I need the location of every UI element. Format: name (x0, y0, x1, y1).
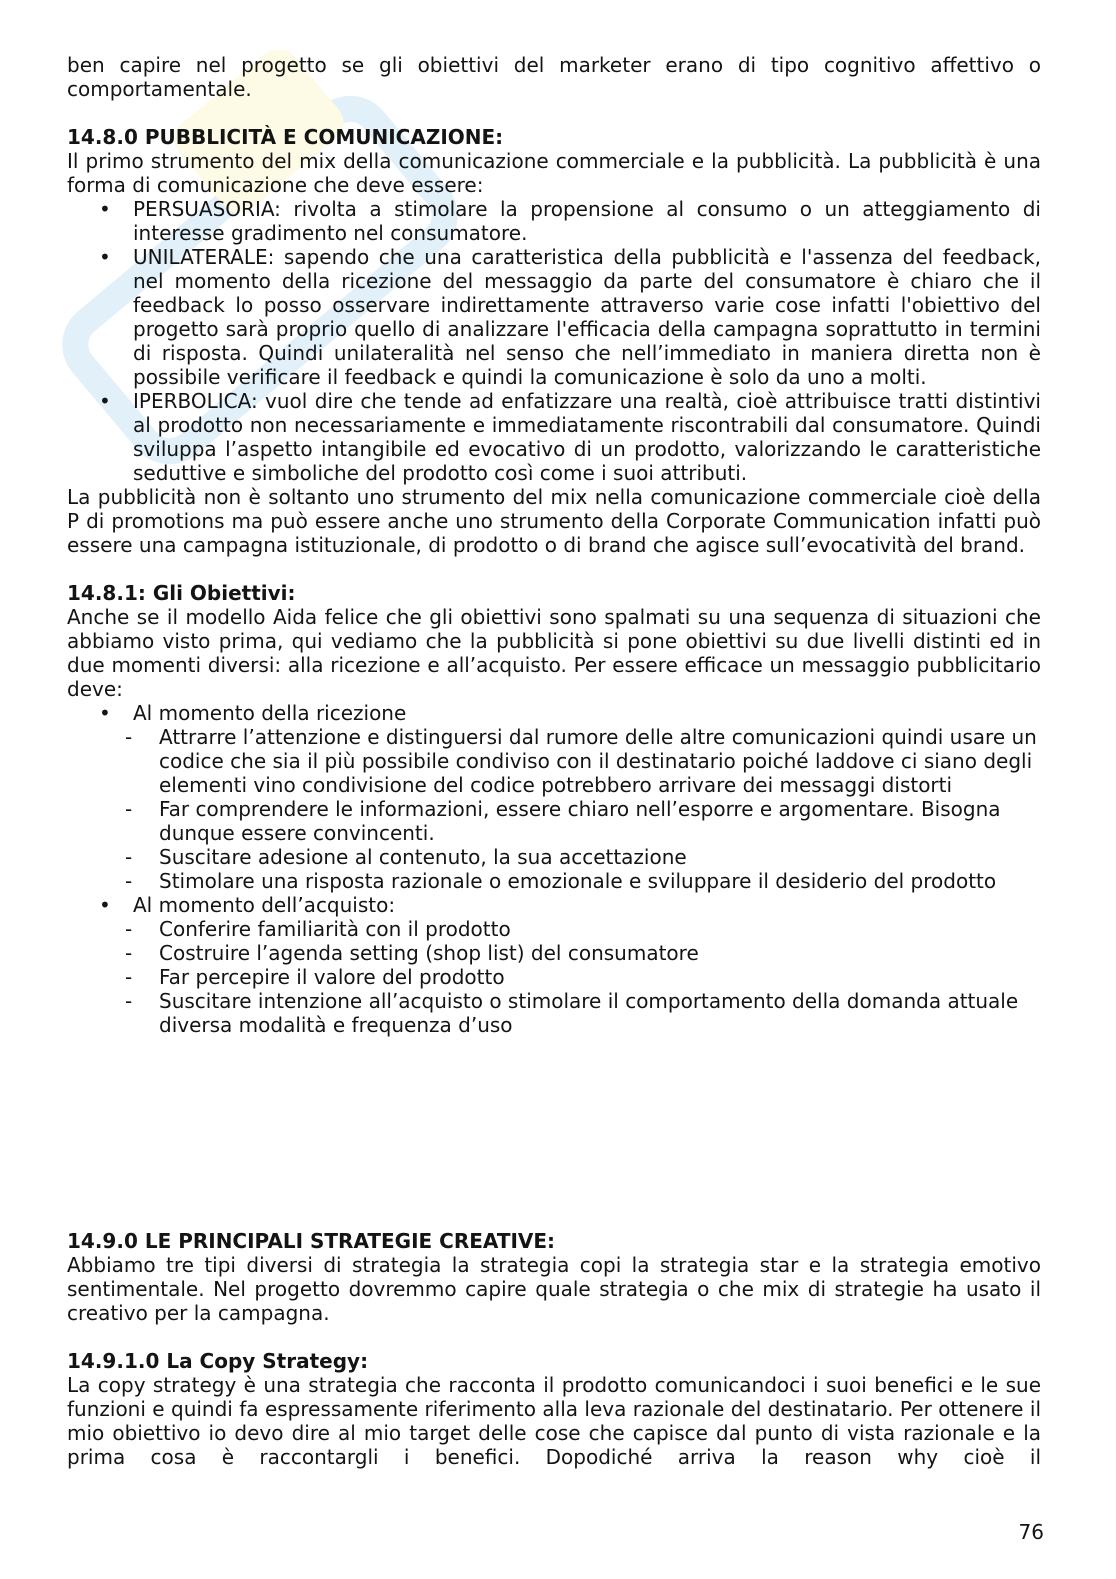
paragraph: La copy strategy è una strategia che racconta il prodotto comunicandoci i suoi benefici e le sue funzioni e quindi fa espressamente riferimento alla leva razionale del destinatario. Per ottenere il mio obiettivo io devo dire al mio target delle cose che capisce dal punto di vista razionale e la prima cosa è raccontargli i benefici. Dopodiché arriva la reason why cioè il (67, 1373, 1041, 1469)
list-item: • UNILATERALE: sapendo che una caratteristica della pubblicità e l'assenza del feedback, nel momento della ricezione del messaggio da parte del consumatore è chiaro che il feedback lo posso osservare indirettamente attraverso varie cose infatti l'obiettivo del progetto sarà proprio quello di analizzare l'efficacia della campagna soprattutto in termini di risposta. Quindi unilateralità nel senso che nell’immediato in maniera diretta non è possibile verificare il feedback e quindi la comunicazione è solo da uno a molti. (133, 245, 1041, 389)
list-item: - Suscitare adesione al contenuto, la sua accettazione (159, 845, 1041, 869)
section-title-pubblicita: 14.8.0 PUBBLICITÀ E COMUNICAZIONE: (67, 125, 504, 149)
list-item: - Conferire familiarità con il prodotto (159, 917, 1041, 941)
section-title-strategie: 14.9.0 LE PRINCIPALI STRATEGIE CREATIVE: (67, 1229, 556, 1253)
paragraph: Anche se il modello Aida felice che gli obiettivi sono spalmati su una sequenza di situazioni che abbiamo visto prima, qui vediamo che la pubblicità si pone obiettivi su due livelli distinti ed in due momenti diversi: alla ricezione e all’acquisto. Per essere efficace un messaggio pubblicitario deve: (67, 605, 1041, 701)
list-item-label: Al momento della ricezione (133, 701, 407, 725)
page-number: 76 (1018, 1520, 1044, 1544)
list-item: - Stimolare una risposta razionale o emozionale e sviluppare il desiderio del prodotto (159, 869, 1041, 893)
list-item: - Suscitare intenzione all’acquisto o stimolare il comportamento della domanda attuale diversa modalità e frequenza d’uso (159, 989, 1041, 1037)
list-item: - Far comprendere le informazioni, essere chiaro nell’esporre e argomentare. Bisogna dunque essere convincenti. (159, 797, 1041, 845)
section-title-obiettivi: 14.8.1: Gli Obiettivi: (67, 581, 296, 605)
paragraph: Abbiamo tre tipi diversi di strategia la strategia copi la strategia star e la strategia emotivo sentimentale. Nel progetto dovremmo capire quale strategia o che mix di strategie ha usato il creativo per la campagna. (67, 1253, 1041, 1325)
dash-list (133, 917, 1041, 1037)
list-item-label: Al momento dell’acquisto: (133, 893, 396, 917)
paragraph: Il primo strumento del mix della comunicazione commerciale e la pubblicità. La pubblicità è una forma di comunicazione che deve essere: (67, 149, 1041, 197)
list-item: - Costruire l’agenda setting (shop list) del consumatore (159, 941, 1041, 965)
list-item (133, 701, 1041, 893)
intro-paragraph: ben capire nel progetto se gli obiettivi del marketer erano di tipo cognitivo affettivo o comportamentale. (67, 53, 1041, 101)
list-item: • IPERBOLICA: vuol dire che tende ad enfatizzare una realtà, cioè attribuisce tratti distintivi al prodotto non necessariamente e immediatamente riscontrabili dal consumatore. Quindi sviluppa l’aspetto intangibile ed evocativo di un prodotto, valorizzando le caratteristiche seduttive e simboliche del prodotto così come i suoi attributi. (133, 389, 1041, 485)
paragraph: La pubblicità non è soltanto uno strumento del mix nella comunicazione commerciale cioè della P di promotions ma può essere anche uno strumento della Corporate Communication infatti può essere una campagna istituzionale, di prodotto o di brand che agisce sull’evocatività del brand. (67, 485, 1041, 557)
list-item: - Far percepire il valore del prodotto (159, 965, 1041, 989)
dash-list (133, 725, 1041, 893)
bullet-list (67, 701, 1041, 1037)
bullet-list (67, 197, 1041, 485)
section-title-copy-strategy: 14.9.1.0 La Copy Strategy: (67, 1349, 369, 1373)
document-page (67, 53, 1041, 1469)
list-item (133, 893, 1041, 1037)
list-item: • PERSUASORIA: rivolta a stimolare la propensione al consumo o un atteggiamento di interesse gradimento nel consumatore. (133, 197, 1041, 245)
list-item: - Attrarre l’attenzione e distinguersi dal rumore delle altre comunicazioni quindi usare un codice che sia il più possibile condiviso con il destinatario poiché laddove ci siano degli elementi vino condivisione del codice potrebbero arrivare dei messaggi distorti (159, 725, 1041, 797)
